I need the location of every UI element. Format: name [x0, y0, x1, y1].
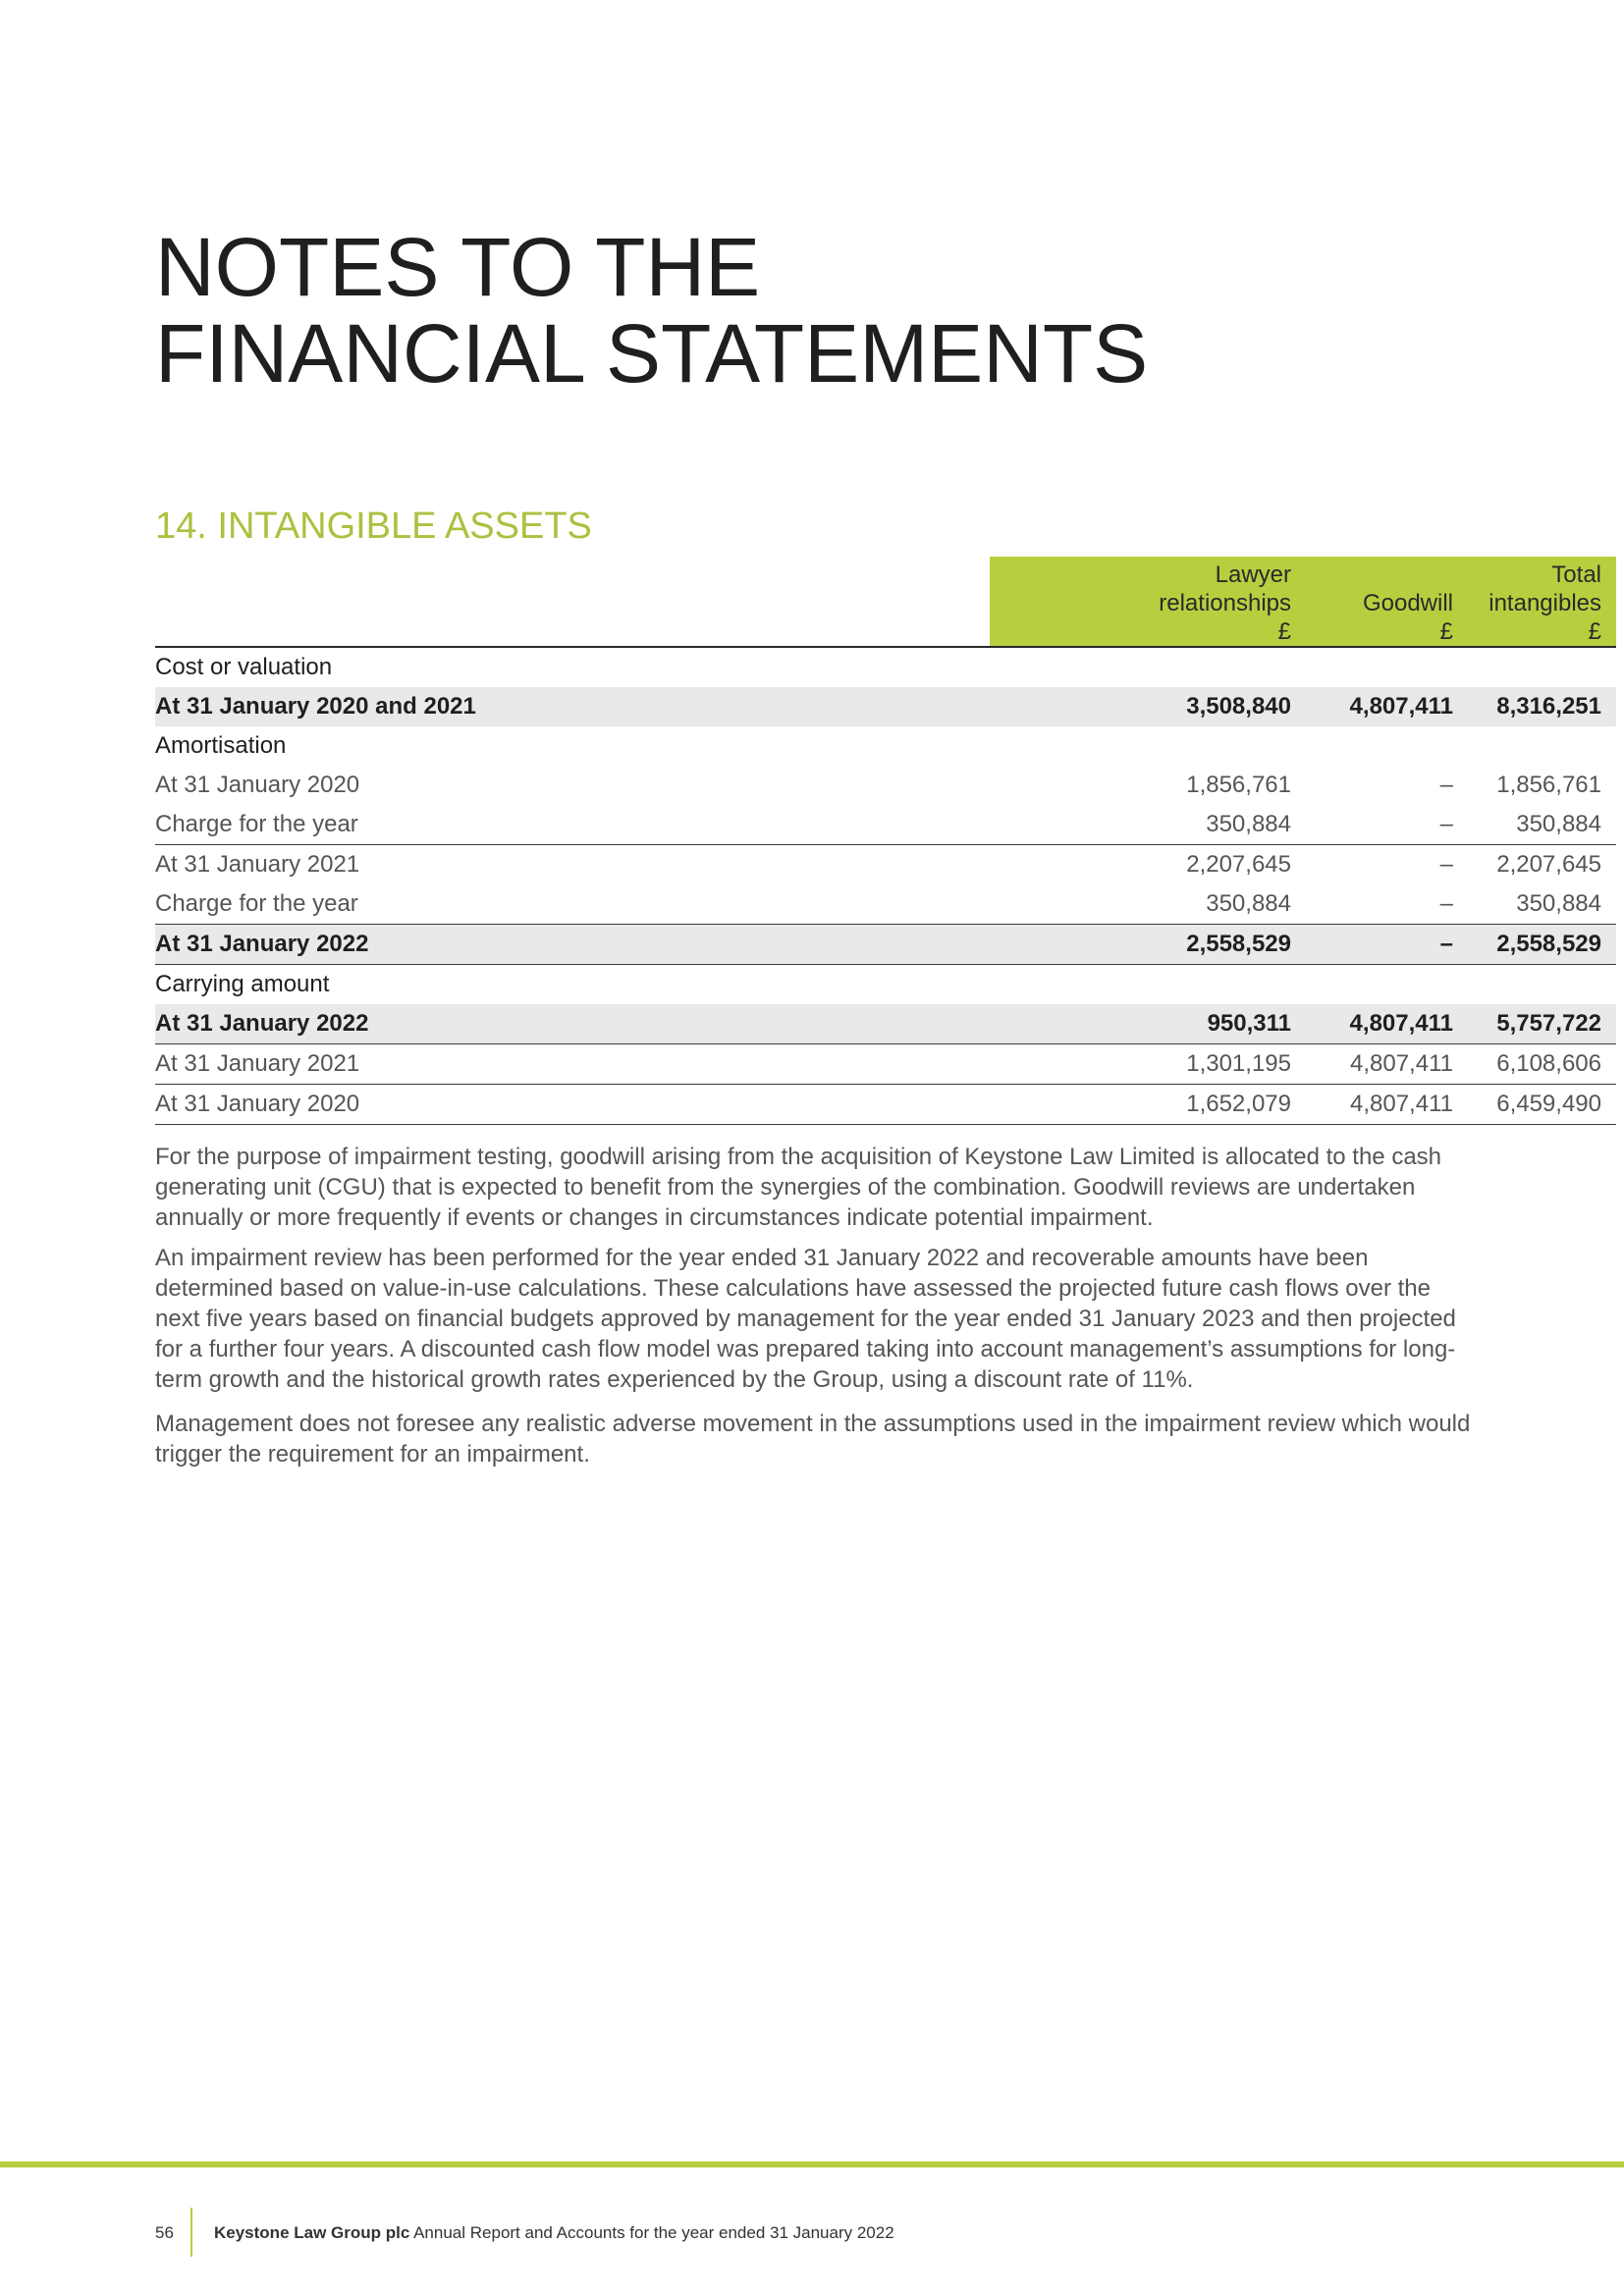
row-label: Charge for the year	[155, 811, 358, 837]
header-blank	[155, 557, 990, 647]
row-label: At 31 January 2020	[155, 1085, 990, 1125]
row-label: Cost or valuation	[155, 654, 333, 680]
footer-text	[214, 2223, 894, 2243]
table-row	[155, 726, 1616, 766]
table-row	[155, 766, 1616, 805]
cell-lawyer: 1,652,079	[990, 1085, 1306, 1125]
cell-total: 350,884	[1516, 811, 1601, 837]
cell-total	[1468, 647, 1616, 687]
table-row	[155, 925, 1616, 965]
intangible-assets-table	[155, 557, 1601, 1125]
cell-lawyer	[990, 726, 1306, 766]
row-label: At 31 January 2022	[155, 1004, 990, 1044]
footer-divider	[190, 2208, 192, 2257]
table-row	[155, 687, 1616, 726]
cell-goodwill: 4,807,411	[1306, 1044, 1468, 1085]
cell-goodwill	[1306, 965, 1468, 1005]
header-total-intangibles	[1468, 557, 1616, 647]
cell-lawyer	[990, 965, 1306, 1005]
table-row	[155, 1004, 1616, 1044]
header-currency: £	[1277, 618, 1291, 645]
table-header-row	[155, 557, 1616, 647]
impairment-notes	[155, 1142, 1476, 1479]
cell-goodwill: 4,807,411	[1306, 687, 1468, 726]
table-row	[155, 647, 1616, 687]
section-title: 14. INTANGIBLE ASSETS	[155, 506, 592, 547]
cell-lawyer: 1,301,195	[990, 1044, 1306, 1085]
cell-total: 8,316,251	[1468, 687, 1616, 726]
footer-rule	[0, 2162, 1624, 2167]
table-row	[155, 805, 1616, 845]
row-label: At 31 January 2020	[155, 772, 360, 798]
cell-goodwill: –	[1439, 772, 1453, 798]
header-text: Lawyer	[1215, 561, 1291, 588]
table-row	[155, 1085, 1616, 1125]
header-lawyer-relationships	[990, 557, 1306, 647]
cell-goodwill	[1306, 647, 1468, 687]
cell-goodwill: –	[1439, 890, 1453, 917]
header-text: Goodwill	[1362, 590, 1453, 616]
cell-goodwill: –	[1306, 845, 1468, 885]
cell-lawyer: 2,558,529	[990, 925, 1306, 965]
table-row	[155, 884, 1616, 925]
cell-total: 2,558,529	[1468, 925, 1616, 965]
note-paragraph: An impairment review has been performed for the year ended 31 January 2022 and recoverable amounts have been determined based on value-in-use calculations. These calculations have assessed the projected future cash flows over the next five years based on financial budgets approved by management for the year ended 31 January 2023 and then projected for a further four years. A discounted cash flow model was prepared taking into account management’s assumptions for long-term growth and the historical growth rates experienced by the Group, using a discount rate of 11%.	[155, 1245, 1456, 1393]
table-row	[155, 965, 1616, 1005]
row-label: Amortisation	[155, 732, 287, 759]
cell-total: 350,884	[1516, 890, 1601, 917]
cell-total: 6,108,606	[1468, 1044, 1616, 1085]
header-text: intangibles	[1489, 590, 1601, 616]
cell-lawyer: 350,884	[1206, 811, 1291, 837]
cell-lawyer: 950,311	[990, 1004, 1306, 1044]
cell-total: 6,459,490	[1468, 1085, 1616, 1125]
page-title-line-2: FINANCIAL STATEMENTS	[155, 307, 1149, 400]
footer-company: Keystone Law Group plc	[214, 2223, 410, 2242]
row-label: At 31 January 2021	[155, 845, 990, 885]
row-label: Carrying amount	[155, 971, 330, 997]
table-row	[155, 1044, 1616, 1085]
cell-total: 5,757,722	[1468, 1004, 1616, 1044]
cell-goodwill: –	[1439, 811, 1453, 837]
page-title-line-1: NOTES TO THE	[155, 221, 761, 313]
cell-goodwill	[1306, 726, 1468, 766]
footer-report: Annual Report and Accounts for the year ended 31 January 2022	[409, 2223, 894, 2242]
note-paragraph: Management does not foresee any realistic adverse movement in the assumptions used in the impairment review which would trigger the requirement for an impairment.	[155, 1411, 1471, 1468]
cell-lawyer: 1,856,761	[1186, 772, 1291, 798]
cell-lawyer	[990, 647, 1306, 687]
header-goodwill	[1306, 557, 1468, 647]
row-label: At 31 January 2022	[155, 925, 990, 965]
cell-lawyer: 2,207,645	[990, 845, 1306, 885]
header-currency: £	[1439, 618, 1453, 645]
header-text: Total	[1551, 561, 1601, 588]
row-label: At 31 January 2021	[155, 1044, 990, 1085]
cell-lawyer: 350,884	[1206, 890, 1291, 917]
cell-total	[1468, 965, 1616, 1005]
row-label: Charge for the year	[155, 890, 358, 917]
note-paragraph: For the purpose of impairment testing, goodwill arising from the acquisition of Keystone Law Limited is allocated to the cash generating unit (CGU) that is expected to benefit from the synergies of the combination. Goodwill reviews are undertaken annually or more frequently if events or changes in circumstances indicate potential impairment.	[155, 1144, 1442, 1231]
header-text: relationships	[1159, 590, 1291, 616]
page-title	[155, 221, 1149, 400]
cell-goodwill: 4,807,411	[1306, 1004, 1468, 1044]
cell-goodwill: –	[1306, 925, 1468, 965]
header-currency: £	[1588, 618, 1601, 645]
table-row	[155, 845, 1616, 885]
cell-lawyer: 3,508,840	[990, 687, 1306, 726]
cell-total: 1,856,761	[1496, 772, 1601, 798]
cell-goodwill: 4,807,411	[1306, 1085, 1468, 1125]
page-number: 56	[155, 2223, 174, 2242]
row-label: At 31 January 2020 and 2021	[155, 687, 990, 726]
cell-total: 2,207,645	[1468, 845, 1616, 885]
cell-total	[1468, 726, 1616, 766]
